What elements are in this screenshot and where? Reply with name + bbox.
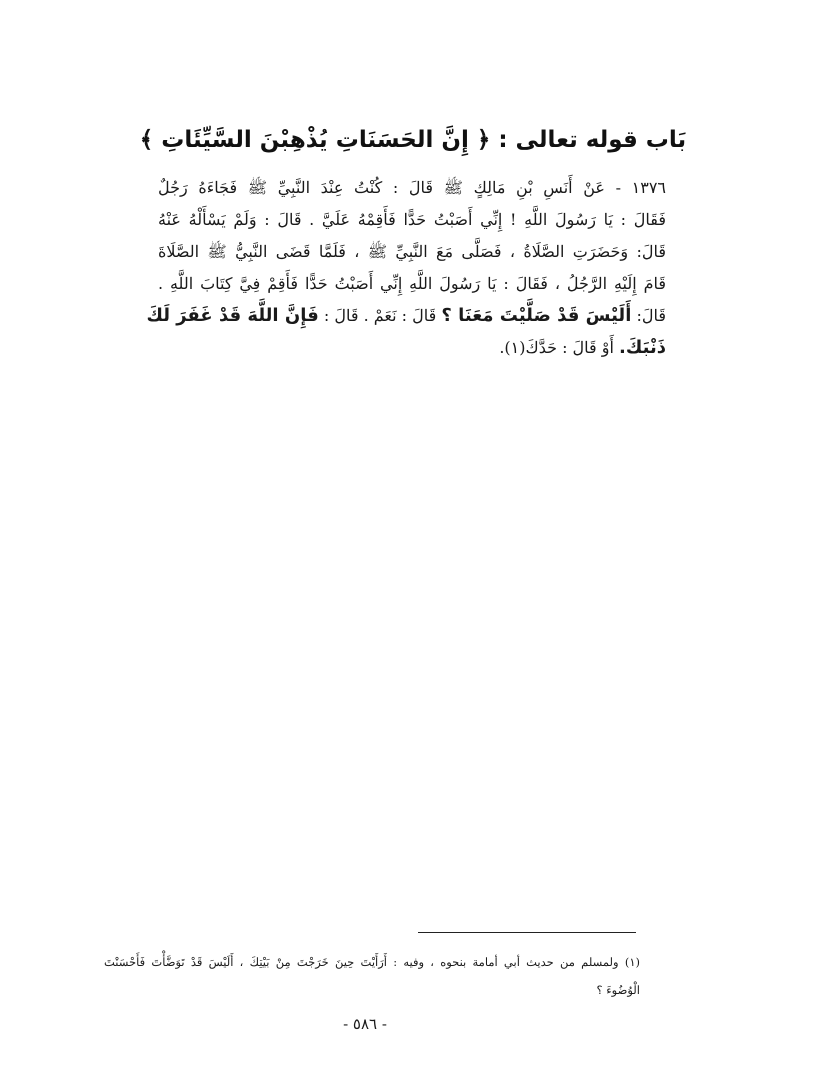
hadith-text-segment: أَوْ قَالَ : حَدَّكَ(١). (499, 338, 614, 357)
hadith-line: قَالَ: وَحَضَرَتِ الصَّلَاةُ ، فَصَلَّى مَعَ النَّبِيِّ ﷺ ، فَلَمَّا قَضَى النَّبِيُّ ﷺ الصَّلَاةَ (158, 242, 666, 261)
hadith-text-segment: قَالَ: (636, 306, 666, 325)
chapter-title: بَاب قوله تعالى : ﴿ إِنَّ الحَسَنَاتِ يُذْهِبْنَ السَّيِّئَاتِ ﴾ (139, 127, 687, 153)
prophet-speech-bold: أَلَيْسَ قَدْ صَلَّيْتَ مَعَنَا ؟ (441, 305, 632, 326)
hadith-line: ١٣٧٦ - عَنْ أَنَسِ بْنِ مَالِكٍ ﷺ قَالَ : كُنْتُ عِنْدَ النَّبِيِّ ﷺ فَجَاءَهُ رَجُلٌ (158, 178, 666, 197)
page-number: - ٥٨٦ - (343, 1015, 387, 1033)
hadith-text (146, 172, 666, 364)
hadith-line (146, 300, 666, 332)
hadith-text-segment: قَالَ : نَعَمْ . قَالَ : (323, 306, 437, 325)
hadith-line: فَقَالَ : يَا رَسُولَ اللَّهِ ! إِنِّي أَصَبْتُ حَدًّا فَأَقِمْهُ عَلَيَّ . قَالَ : وَلَمْ يَسْأَلْهُ عَنْهُ (158, 210, 666, 229)
footnote-divider (418, 932, 636, 933)
prophet-speech-bold: فَإِنَّ اللَّهَ قَدْ غَفَرَ لَكَ (146, 305, 319, 326)
hadith-line: قَامَ إِلَيْهِ الرَّجُلُ ، فَقَالَ : يَا رَسُولَ اللَّهِ إِنِّي أَصَبْتُ حَدًّا فَأَقِمْ فِيَّ كِتَابَ اللَّهِ . (158, 274, 666, 293)
hadith-line (158, 332, 666, 364)
footnote (104, 948, 640, 1004)
footnote-line: (١) ولمسلم من حديث أبي أمامة بنحوه ، وفيه : أَرَأَيْتَ حِينَ خَرَجْتَ مِنْ بَيْتِكَ ، أَلَيْسَ قَدْ تَوَضَّأْتَ فَأَحْسَنْتَ (104, 955, 640, 969)
footnote-line: الْوُضُوءَ ؟ (596, 983, 640, 997)
prophet-speech-bold: ذَنْبَكَ. (619, 337, 666, 358)
